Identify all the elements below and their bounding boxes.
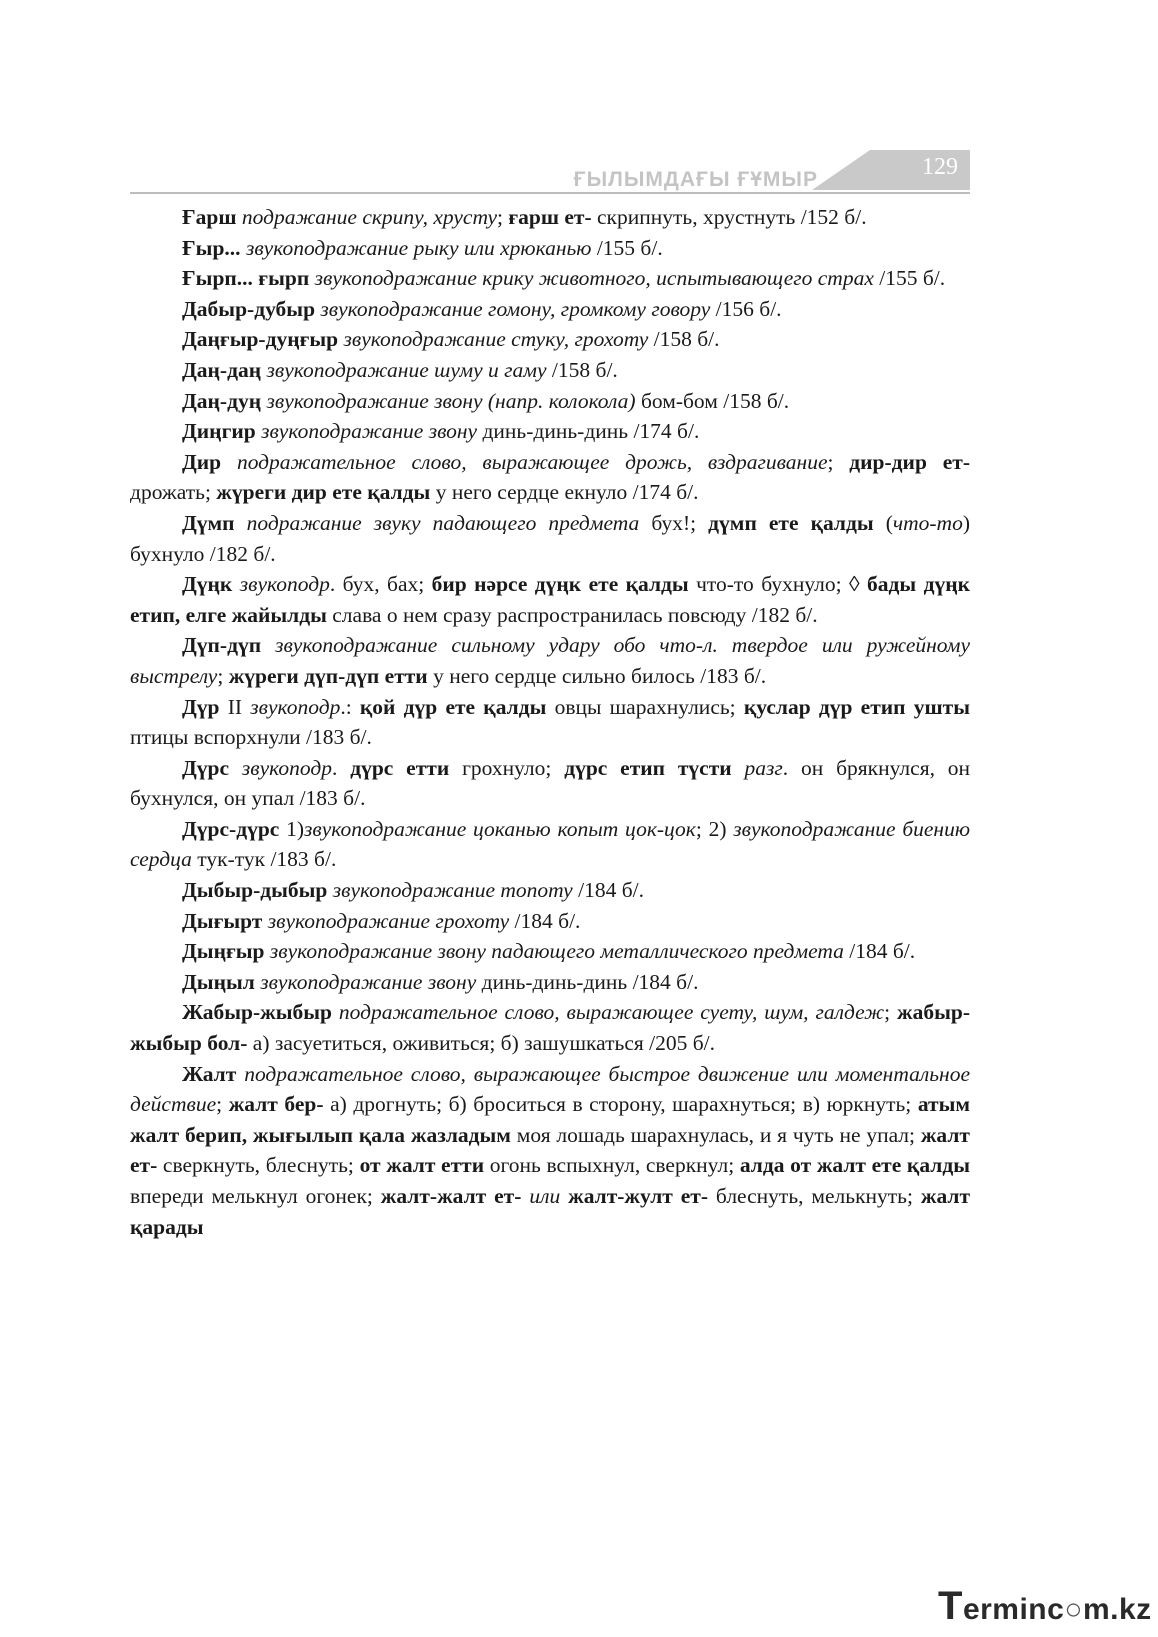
gloss-italic: звукоподражание гомону, громкому говору — [320, 296, 711, 321]
headword-text: Ғыр... — [182, 235, 241, 260]
entry-text: ( — [873, 510, 893, 535]
headword-text: Дүр — [182, 694, 220, 719]
headword-text: Даң-дуң — [182, 388, 262, 413]
entry-text: /158 б/. — [546, 357, 618, 382]
dictionary-entry — [130, 447, 970, 508]
gloss-italic: звукоподражание звону (напр. колокола) — [266, 388, 636, 413]
entry-text — [221, 450, 237, 474]
entry-text: овцы шарахнулись; — [546, 694, 744, 719]
entry-text — [236, 1062, 244, 1086]
entry-text: ; 2) — [695, 816, 734, 841]
headword-text: Ғырп... ғырп — [182, 266, 310, 291]
entry-text: моя лошадь шарахнулась, и я чуть не упал; — [510, 1122, 921, 1147]
headword-text: Диңгир — [182, 419, 256, 444]
dictionary-entry — [130, 294, 970, 325]
headword-text: ғарш ет- — [508, 205, 592, 229]
entry-text: впереди мелькнул огонек; — [130, 1184, 381, 1208]
running-title: ҒЫЛЫМДАҒЫ ҒҰМЫР — [573, 168, 818, 191]
gloss-italic: звукоподражание грохоту — [267, 908, 510, 933]
headword-text: Дүрс — [182, 755, 230, 780]
gloss-italic: звукоподражание сильному удару обо что-л. твердое или ружейному выстрелу — [130, 633, 970, 688]
dictionary-entry — [130, 1059, 970, 1243]
entry-text: /184 б/. — [509, 908, 581, 933]
headword-text: Жалт — [182, 1061, 237, 1086]
gloss-italic: звукоподражание цоканью копыт цок-цок — [304, 816, 696, 841]
dictionary-entry — [130, 906, 970, 937]
entry-text: а) засуетиться, оживиться; б) зашушкаться /205 б/. — [247, 1031, 716, 1056]
gloss-italic: звукоподр — [241, 755, 332, 780]
headword-text: бир нәрсе дүңк ете қалды — [431, 572, 689, 597]
entry-text: /158 б/. — [648, 327, 720, 352]
dictionary-body — [130, 202, 970, 1242]
headword-text: дир-дир ет- — [849, 449, 970, 474]
dictionary-entry — [130, 416, 970, 447]
headword-text: дүрс етти — [350, 755, 450, 780]
entry-text: . — [332, 755, 351, 780]
dictionary-entry — [130, 814, 970, 875]
entry-text: блеснуть, мелькнуть; — [708, 1184, 921, 1208]
entry-text: ; — [216, 1092, 229, 1117]
headword-text: Дүп-дүп — [182, 633, 262, 658]
headword-text: Жабыр-жыбыр — [182, 1000, 332, 1025]
watermark-end: m.kz — [1082, 1593, 1152, 1626]
headword-text: Дыңыл — [182, 969, 255, 994]
entry-text: у него сердце сильно билось /183 б/. — [427, 663, 767, 688]
entry-text: /155 б/. — [591, 235, 663, 260]
dictionary-entry — [130, 202, 970, 233]
gloss-italic: звукоподражание стуку, грохоту — [343, 327, 649, 352]
gloss-italic: звукоподражание звону падающего металлического предмета — [269, 939, 844, 964]
dictionary-entry — [130, 386, 970, 417]
entry-text: 1) — [279, 816, 305, 841]
running-header — [130, 150, 970, 196]
dictionary-entry — [130, 630, 970, 691]
entry-text: тук-тук /183 б/. — [191, 847, 337, 872]
headword-text: атым жалт берип, жығылып қала жазладым — [130, 1092, 970, 1147]
dictionary-entry — [130, 263, 970, 294]
gloss-italic: звукоподражание звону — [261, 419, 478, 444]
entry-text: динь-динь-динь /184 б/. — [476, 969, 699, 994]
headword-text: Дыңғыр — [182, 939, 265, 964]
headword-text: жалт қарады — [130, 1184, 971, 1239]
entry-text — [261, 633, 275, 657]
headword-text: қой дүр ете қалды — [359, 694, 547, 719]
headword-text: Дүмп — [182, 510, 235, 535]
entry-text — [732, 756, 745, 780]
headword-text: жүреги дир ете қалды — [216, 480, 431, 505]
gloss-italic: подражание звуку падающего предмета — [246, 510, 640, 535]
watermark-initial: T — [938, 1584, 963, 1628]
header-wedge-shape — [812, 150, 870, 190]
watermark-middle: erminc — [962, 1593, 1065, 1626]
entry-text: ; — [497, 205, 509, 229]
dictionary-entry — [130, 875, 970, 906]
headword-text: Даң-даң — [182, 357, 262, 382]
entry-text: /184 б/. — [843, 939, 916, 964]
entry-text — [235, 511, 247, 535]
dictionary-entry — [130, 997, 970, 1058]
dictionary-entry — [130, 324, 970, 355]
entry-text: слава о нем сразу распространилась повсюду /182 б/. — [326, 602, 818, 627]
headword-text: жалт ет- — [130, 1122, 970, 1178]
headword-text: Даңғыр-дуңғыр — [182, 327, 339, 352]
entry-text: а) дрогнуть; б) броситься в сторону, шарахнуться; в) юркнуть; — [323, 1092, 918, 1117]
dictionary-entry — [130, 508, 970, 569]
entry-text: /184 б/. — [572, 878, 644, 903]
gloss-italic: звукоподражание звону — [260, 969, 477, 994]
entry-text: II — [219, 694, 251, 719]
site-watermark — [938, 1584, 1152, 1629]
headword-text: Дүрс-дүрс — [182, 816, 280, 841]
entry-text: что-то бухнуло; ◊ — [688, 572, 868, 597]
page-number-tab — [870, 150, 970, 190]
gloss-italic: что-то — [892, 510, 963, 535]
headword-text: Дүңк — [182, 572, 233, 597]
headword-text: Дығырт — [182, 908, 263, 933]
magnifier-icon: ○ — [1064, 1593, 1083, 1626]
headword-text: Дыбыр-дыбыр — [182, 878, 328, 903]
entry-text — [229, 756, 242, 780]
entry-text — [332, 1000, 339, 1024]
dictionary-entry — [130, 692, 970, 753]
entry-text: ; — [827, 449, 850, 474]
entry-text: динь-динь-динь /174 б/. — [477, 419, 700, 444]
headword-text: Ғарш — [182, 205, 237, 229]
entry-text: . бух, бах; — [329, 572, 432, 597]
gloss-italic: разг — [744, 755, 783, 780]
dictionary-entry — [130, 233, 970, 264]
headword-text: жалт-жулт ет- — [568, 1184, 709, 1208]
entry-text: огонь вспыхнул, сверкнул; — [484, 1153, 740, 1178]
gloss-italic: звукоподражание крику животного, испытывающего страх — [314, 266, 874, 291]
header-rule — [130, 192, 970, 194]
entry-text: бух!; — [639, 510, 709, 535]
page-number: 129 — [922, 154, 958, 180]
dictionary-entry — [130, 936, 970, 967]
dictionary-entry — [130, 569, 970, 630]
gloss-italic: звукоподр — [250, 694, 341, 719]
entry-text: ; — [884, 1000, 897, 1025]
headword-text: жүреги дүп-дүп етти — [228, 663, 428, 688]
headword-text: қуслар дүр етип ушты — [743, 694, 970, 719]
headword-text: жабыр-жыбыр бол- — [130, 1000, 970, 1056]
headword-text: Дир — [182, 449, 222, 474]
dictionary-entry — [130, 967, 970, 998]
gloss-italic: звукоподражание топоту — [332, 878, 573, 903]
entry-text: скрипнуть, хрустнуть /152 б/. — [591, 205, 867, 229]
headword-text: от жалт етти — [359, 1153, 485, 1178]
gloss-italic: подражательное слово, выражающее суету, шум, галдеж — [338, 1000, 885, 1025]
headword-text: жалт бер- — [228, 1092, 324, 1117]
gloss-italic: подражательное слово, выражающее быстрое движение или моментальное действие — [130, 1061, 970, 1117]
entry-text: . он брякнулся, он бухнулся, он упал /183 б/. — [130, 755, 971, 811]
headword-text: бады дүңк етип, елге жайылды — [130, 572, 970, 627]
dictionary-entry — [130, 355, 970, 386]
gloss-italic: звукоподражание рыку или хрюканью — [245, 235, 592, 260]
entry-text: .: — [340, 694, 360, 719]
entry-text: /155 б/. — [873, 266, 946, 291]
gloss-italic: звукоподражание шуму и гаму — [266, 357, 547, 382]
entry-text: ; — [217, 663, 229, 688]
headword-text: дүрс етип түсти — [564, 755, 732, 780]
entry-text — [560, 1184, 568, 1208]
gloss-italic: звукоподражание биению сердца — [130, 816, 970, 872]
entry-text: грохнуло; — [449, 755, 565, 780]
gloss-italic: звукоподр — [239, 572, 330, 597]
gloss-italic: подражательное слово, выражающее дрожь, вздрагивание — [236, 449, 828, 474]
gloss-italic: или — [529, 1184, 561, 1208]
entry-text: бом-бом /158 б/. — [635, 388, 790, 413]
entry-text — [232, 572, 239, 596]
headword-text: Дабыр-дубыр — [182, 296, 316, 321]
entry-text: птицы вспорхнули /183 б/. — [130, 725, 372, 750]
headword-text: алда от жалт ете қалды — [739, 1153, 970, 1178]
gloss-italic: подражание скрипу, хрусту — [241, 205, 498, 229]
entry-text: ) бухнуло /182 б/. — [130, 510, 971, 566]
headword-text: жалт-жалт ет- — [380, 1184, 522, 1208]
entry-text: /156 б/. — [710, 296, 782, 321]
entry-text: у него сердце екнуло /174 б/. — [430, 480, 699, 505]
dictionary-entry — [130, 753, 970, 814]
entry-text: дрожать; — [130, 480, 217, 505]
entry-text: сверкнуть, блеснуть; — [157, 1153, 360, 1178]
headword-text: дүмп ете қалды — [708, 510, 874, 535]
